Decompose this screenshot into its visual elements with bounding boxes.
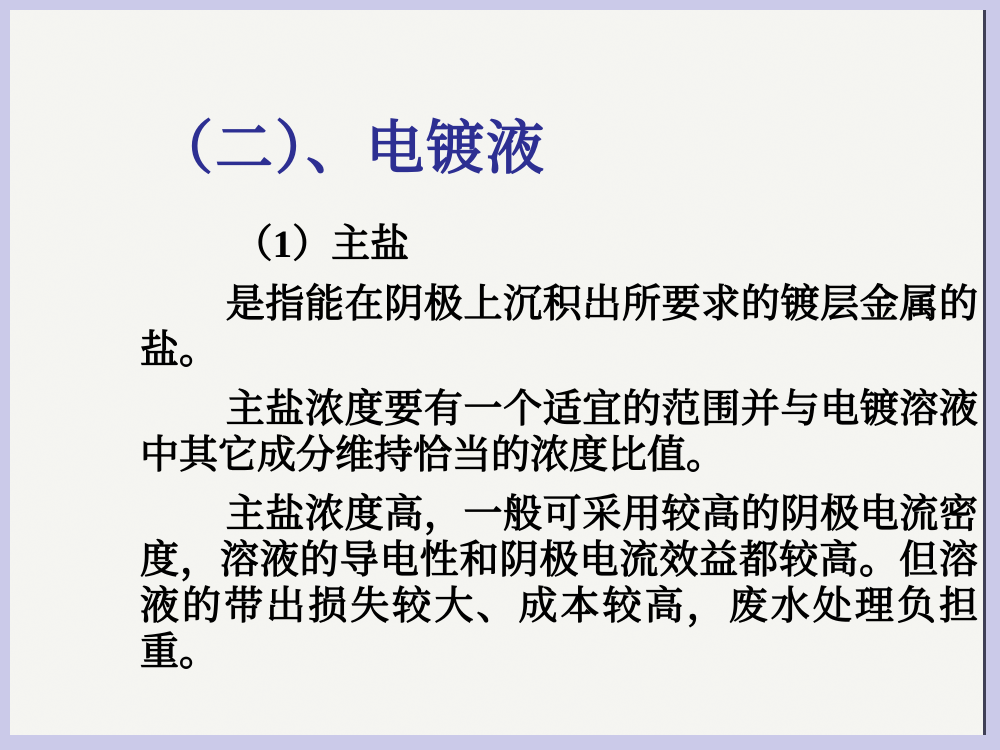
slide-title: （二）、电镀液 [155, 116, 547, 181]
slide-background [10, 10, 986, 735]
paragraph: 主盐浓度要有一个适宜的范围并与电镀溶液中其它成分维持恰当的浓度比值。 [140, 388, 978, 477]
slide-body [140, 222, 978, 689]
paragraph: 主盐浓度高，一般可采用较高的阴极电流密度，溶液的导电性和阴极电流效益都较高。但溶液的带出损失较大、成本较高，废水处理负担重。 [140, 493, 978, 674]
paragraph: 是指能在阴极上沉积出所要求的镀层金属的盐。 [140, 283, 978, 372]
section-heading: （1）主盐 [233, 223, 410, 266]
